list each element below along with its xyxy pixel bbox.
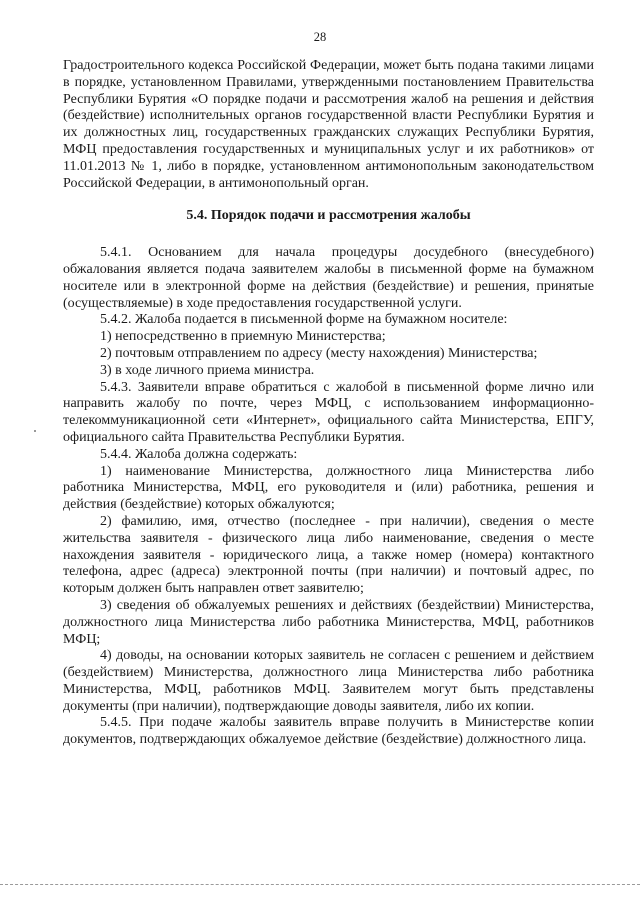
scan-edge-line <box>0 884 640 885</box>
list-item: 1) непосредственно в приемную Министерства; <box>100 329 386 345</box>
list-item: 3) сведения об обжалуемых решениях и действиях (бездействии) Министерства, должностного лица Министерства либо работника Министерства, МФЦ, работников МФЦ; <box>63 597 594 647</box>
document-body <box>63 58 594 749</box>
section-heading: 5.4. Порядок подачи и рассмотрения жалобы <box>186 208 471 224</box>
paragraph-5-4-4: 5.4.4. Жалоба должна содержать: <box>100 446 298 462</box>
intro-paragraph: Градостроительного кодекса Российской Федерации, может быть подана такими лицами в порядке, установленном Правилами, утвержденными постановлением Правительства Республики Бурятия «О порядке подачи и рассмотрения жалоб на решения и действия (бездействие) исполнительных органов государственной власти Республики Бурятия и их должностных лиц, государственных гражданских служащих Республики Бурятия, МФЦ предоставления государственных и муниципальных услуг и их работников» от 11.01.2013 № 1, либо в порядке, установленном антимонопольным законодательством Российской Федерации, в антимонопольный орган. <box>63 58 594 191</box>
scan-artifact <box>34 430 36 432</box>
list-item: 3) в ходе личного приема министра. <box>100 362 315 378</box>
list-item: 4) доводы, на основании которых заявитель не согласен с решением и действием (бездействием) Министерства, должностного лица Министерства либо работника Министерства, МФЦ, работников МФЦ. Заявителем могут быть представлены документы (при наличии), подтверждающие доводы заявителя, либо их копии. <box>63 648 594 714</box>
list-item: 2) почтовым отправлением по адресу (месту нахождения) Министерства; <box>100 345 538 361</box>
paragraph-5-4-2: 5.4.2. Жалоба подается в письменной форме на бумажном носителе: <box>100 312 508 328</box>
list-item: 1) наименование Министерства, должностного лица Министерства либо работника Министерства, МФЦ, его руководителя и (или) работника, решения и действия (бездействие) которых обжалуются; <box>63 463 594 513</box>
paragraph-5-4-3: 5.4.3. Заявители вправе обратиться с жалобой в письменной форме лично или направить жалобу по почте, через МФЦ, с использованием информационно-телекоммуникационной сети «Интернет», официального сайта Министерства, ЕПГУ, официального сайта Правительства Республики Бурятия. <box>63 379 594 445</box>
paragraph-5-4-5: 5.4.5. При подаче жалобы заявитель вправе получить в Министерстве копии документов, подтверждающих обжалуемое действие (бездействие) должностного лица. <box>63 715 594 748</box>
list-item: 2) фамилию, имя, отчество (последнее - при наличии), сведения о месте жительства заявителя - физического лица либо наименование, сведения о месте нахождения заявителя - юридического лица, а также номер (номера) контактного телефона, адрес (адреса) электронной почты (при наличии) и почтовый адрес, по которым должен быть направлен ответ заявителю; <box>63 513 594 597</box>
paragraph-5-4-1: 5.4.1. Основанием для начала процедуры досудебного (внесудебного) обжалования является подача заявителем жалобы в письменной форме на бумажном носителе или в электронной форме на действия (бездействие) и решения, принятые (осуществляемые) в ходе предоставления государственной услуги. <box>63 245 594 311</box>
page-number: 28 <box>313 30 327 44</box>
